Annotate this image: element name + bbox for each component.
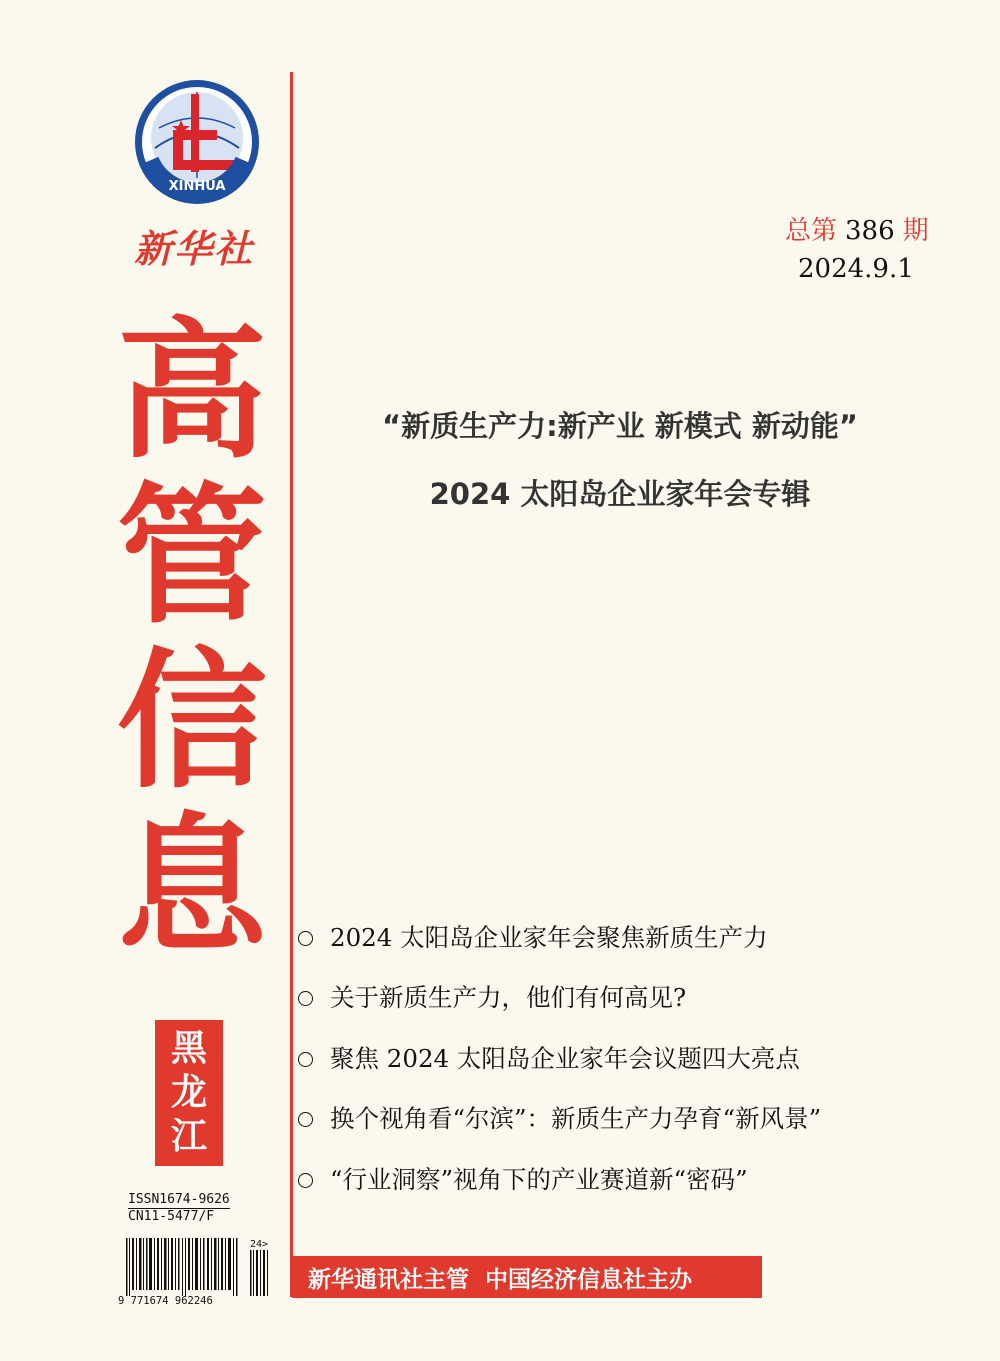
title-char: 高 — [116, 305, 267, 479]
agency-name: 新华社 — [133, 226, 254, 271]
issue-prefix: 总第 — [785, 216, 838, 246]
toc-item-text: “行业洞察”视角下的产业赛道新“密码” — [330, 1164, 748, 1194]
toc-item — [298, 967, 978, 1028]
toc-item-text: 2024 太阳岛企业家年会聚焦新质生产力 — [330, 922, 768, 952]
circle-bullet-icon — [298, 1052, 313, 1067]
issue-number — [785, 210, 929, 247]
magazine-title — [112, 305, 272, 974]
issn-block — [128, 1192, 230, 1224]
cn-number: CN11-5477/F — [128, 1209, 215, 1224]
issn-number: ISSN1674-9626 — [128, 1192, 230, 1207]
title-char: 信 — [116, 635, 267, 809]
circle-bullet-icon — [298, 1173, 313, 1188]
barcode-number: 9 771674 962246 — [118, 1295, 213, 1306]
toc-item-text: 关于新质生产力，他们有何高见? — [330, 983, 687, 1013]
title-char: 管 — [116, 470, 267, 644]
table-of-contents — [298, 906, 978, 1209]
barcode-addon: 24> — [250, 1239, 269, 1250]
headline-line-2: 2024 太阳岛企业家年会专辑 — [429, 477, 811, 511]
circle-bullet-icon — [298, 1112, 313, 1127]
headline-line-1: “新质生产力:新产业 新模式 新动能” — [382, 409, 858, 443]
issue-date: 2024.9.1 — [798, 254, 914, 284]
logo-text: XINHUA — [168, 179, 226, 194]
issue-suffix: 期 — [902, 216, 929, 246]
xinhua-logo-icon — [133, 78, 261, 206]
barcode-icon — [116, 1236, 276, 1306]
title-char: 息 — [116, 800, 267, 974]
publisher-bar: 新华通讯社主管 中国经济信息社主办 — [292, 1256, 762, 1298]
toc-item — [298, 1088, 978, 1149]
toc-item — [298, 1027, 978, 1088]
toc-item-text: 换个视角看“尔滨”：新质生产力孕育“新风景” — [330, 1104, 822, 1134]
divider-line — [290, 72, 293, 1297]
region-char: 龙 — [170, 1072, 207, 1113]
circle-bullet-icon — [298, 991, 313, 1006]
toc-item-text: 聚焦 2024 太阳岛企业家年会议题四大亮点 — [330, 1043, 800, 1073]
region-badge — [155, 1020, 223, 1166]
region-char: 江 — [170, 1116, 207, 1157]
toc-item — [298, 906, 978, 967]
toc-item — [298, 1148, 978, 1209]
issue-number-value: 386 — [845, 216, 895, 246]
circle-bullet-icon — [298, 931, 313, 946]
region-char: 黑 — [170, 1028, 207, 1069]
